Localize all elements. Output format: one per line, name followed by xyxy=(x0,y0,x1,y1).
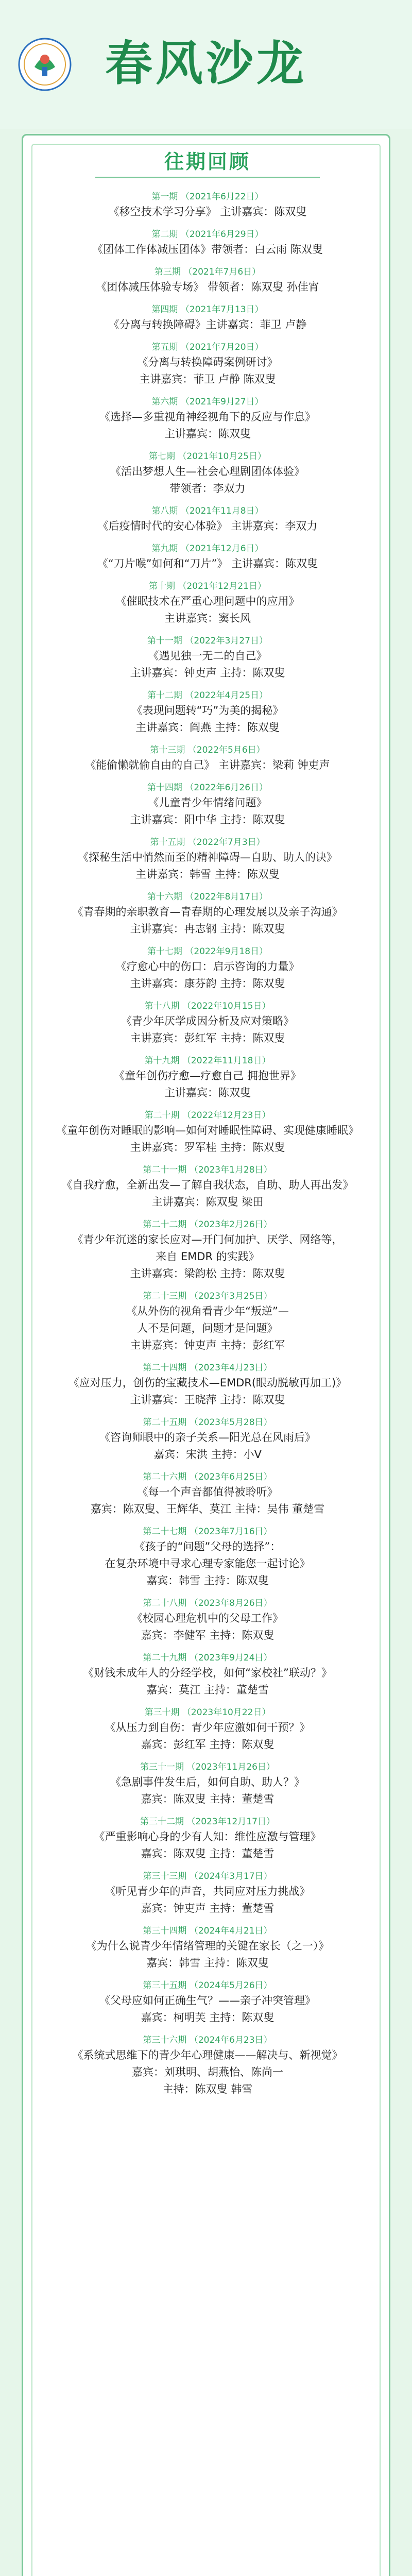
session-period: 第三十期 （2023年10月22日） xyxy=(144,1707,271,1718)
session-detail: 《从压力到自伤：青少年应激如何干预？》 xyxy=(105,1721,311,1734)
list-item xyxy=(23,887,392,942)
session-detail: 《团体减压体验专场》 带领者：陈双叟 孙佳宵 xyxy=(96,281,319,293)
session-detail: 嘉宾：陈双叟 主持：董楚雪 xyxy=(141,1848,274,1860)
session-period: 第三十四期 （2024年4月21日） xyxy=(143,1926,272,1936)
session-detail: 主讲嘉宾：罗军桂 主持：陈双叟 xyxy=(130,1141,285,1154)
session-detail: 主讲嘉宾：陈双叟 xyxy=(164,1087,251,1099)
session-detail: 《咨询师眼中的亲子关系—阳光总在风雨后》 xyxy=(99,1431,316,1444)
list-item xyxy=(23,1594,392,1648)
session-detail: 《为什么说青少年情绪管理的关键在家长（之一）》 xyxy=(85,1940,330,1952)
session-detail: 嘉宾：韩雪 主持：陈双叟 xyxy=(146,1957,269,1969)
session-detail: 《后疫情时代的安心体验》 主讲嘉宾：李双力 xyxy=(97,520,318,532)
session-detail: 嘉宾：彭红军 主持：陈双叟 xyxy=(141,1738,274,1751)
list-item xyxy=(23,1812,392,1867)
session-period: 第十一期 （2022年3月27日） xyxy=(147,636,268,646)
session-detail: 主讲嘉宾：钟吏声 主持：陈双叟 xyxy=(130,667,285,679)
session-detail: 《分离与转换障碍》主讲嘉宾：菲卫 卢静 xyxy=(108,318,307,331)
list-item xyxy=(23,187,392,225)
session-detail: 主讲嘉宾：菲卫 卢静 陈双叟 xyxy=(139,373,276,385)
session-detail: 《急剧事件发生后，如何自助、助人？》 xyxy=(110,1776,305,1788)
session-detail: 《“刀片喉”如何和“刀片”》 主讲嘉宾：陈双叟 xyxy=(97,557,318,570)
session-period: 第三十六期 （2024年6月23日） xyxy=(143,2035,272,2045)
session-period: 第二十期 （2022年12月23日） xyxy=(144,1110,271,1121)
list-item xyxy=(23,501,392,539)
list-item xyxy=(23,1867,392,1921)
session-period: 第二期 （2021年6月29日） xyxy=(151,229,264,240)
session-period: 第十六期 （2022年8月17日） xyxy=(147,892,268,902)
session-detail: 《严重影响心身的少有人知：维性应激与管理》 xyxy=(94,1831,321,1843)
session-detail: 《活出梦想人生—社会心理剧团体体验》 xyxy=(110,465,305,478)
session-detail: 《探秘生活中悄然而至的精神障碍—自助、助人的诀》 xyxy=(78,851,337,863)
list-item xyxy=(23,300,392,337)
session-detail: 《童年创伤疗愈—疗愈自己 拥抱世界》 xyxy=(114,1070,301,1082)
session-period: 第一期 （2021年6月22日） xyxy=(151,192,264,202)
session-period: 第二十二期 （2023年2月26日） xyxy=(143,1219,272,1230)
session-detail: 主讲嘉宾：窦长风 xyxy=(164,612,251,624)
session-detail: 《童年创伤对睡眠的影响—如何对睡眠性障碍、实现健康睡眠》 xyxy=(56,1124,359,1137)
session-detail: 嘉宾：宋洪 主持：小V xyxy=(153,1448,262,1461)
archive-board xyxy=(22,134,390,2576)
archive-list xyxy=(23,187,392,2102)
list-item xyxy=(23,1358,392,1413)
session-period: 第二十一期 （2023年1月28日） xyxy=(143,1165,272,1175)
session-detail: 《青春期的亲职教育—青春期的心理发展以及亲子沟通》 xyxy=(72,906,343,918)
list-item xyxy=(23,833,392,887)
list-item xyxy=(23,1757,392,1812)
session-detail: 《青少年厌学成因分析及应对策略》 xyxy=(121,1015,294,1027)
session-period: 第二十八期 （2023年8月26日） xyxy=(143,1598,272,1608)
session-detail: 《系统式思维下的青少年心理健康——解决与、新视觉》 xyxy=(72,2049,343,2061)
session-detail: 主讲嘉宾：王晓萍 主持：陈双叟 xyxy=(130,1394,285,1406)
session-period: 第十期 （2021年12月21日） xyxy=(149,581,266,591)
session-detail: 主讲嘉宾：韩雪 主持：陈双叟 xyxy=(135,868,280,880)
session-detail: 嘉宾：韩雪 主持：陈双叟 xyxy=(146,1574,269,1587)
session-detail: 主讲嘉宾：阎燕 主持：陈双叟 xyxy=(135,721,280,734)
session-period: 第七期 （2021年10月25日） xyxy=(149,451,266,462)
session-detail: 主讲嘉宾：阳中华 主持：陈双叟 xyxy=(130,814,285,826)
list-item xyxy=(23,577,392,631)
list-item xyxy=(23,392,392,447)
session-period: 第十四期 （2022年6月26日） xyxy=(147,783,268,793)
list-item xyxy=(23,1703,392,1757)
list-item xyxy=(23,1467,392,1522)
session-detail: 《每一个声音都值得被聆听》 xyxy=(137,1486,278,1498)
session-period: 第八期 （2021年11月8日） xyxy=(151,506,264,516)
session-detail: 《应对压力，创伤的宝藏技术—EMDR(眼动脱敏再加工)》 xyxy=(68,1377,347,1389)
list-item xyxy=(23,337,392,392)
session-detail: 嘉宾：莫江 主持：董楚雪 xyxy=(146,1684,269,1696)
session-period: 第九期 （2021年12月6日） xyxy=(151,544,264,554)
session-period: 第二十四期 （2023年4月23日） xyxy=(143,1363,272,1373)
session-period: 第三十一期 （2023年11月26日） xyxy=(140,1762,275,1772)
session-detail: 主讲嘉宾：钟吏声 主持：彭红军 xyxy=(130,1339,285,1351)
session-period: 第二十五期 （2023年5月28日） xyxy=(143,1417,272,1428)
list-item xyxy=(23,631,392,686)
session-detail: 《选择—多重视角神经视角下的反应与作息》 xyxy=(99,411,316,423)
session-detail: 《移空技术学习分享》 主讲嘉宾：陈双叟 xyxy=(108,206,307,218)
session-detail: 《财钱未成年人的分经学校，如何“家校社”联动？》 xyxy=(83,1667,332,1679)
session-detail: 人不是问题，问题才是问题》 xyxy=(137,1322,278,1334)
list-item xyxy=(23,2030,392,2102)
page-title: 春风沙龙 xyxy=(105,36,307,91)
list-item xyxy=(23,1286,392,1358)
session-detail: 《遇见独一无二的自己》 xyxy=(148,650,267,662)
list-item xyxy=(23,225,392,262)
session-period: 第二十三期 （2023年3月25日） xyxy=(143,1291,272,1301)
list-item xyxy=(23,539,392,577)
list-item xyxy=(23,1522,392,1594)
session-detail: 《分离与转换障碍案例研讨》 xyxy=(137,356,278,368)
session-detail: 主讲嘉宾：陈双叟 xyxy=(164,428,251,440)
list-item xyxy=(23,740,392,778)
session-period: 第四期 （2021年7月13日） xyxy=(151,304,264,315)
list-item xyxy=(23,1976,392,2030)
session-period: 第三十三期 （2024年3月17日） xyxy=(143,1871,272,1882)
session-detail: 主讲嘉宾：陈双叟 梁田 xyxy=(151,1196,264,1208)
session-period: 第二十九期 （2023年9月24日） xyxy=(143,1653,272,1663)
list-item xyxy=(23,1051,392,1106)
list-item xyxy=(23,1413,392,1467)
session-detail: 《自我疗愈，全新出发—了解自我状态，自助、助人再出发》 xyxy=(61,1179,354,1191)
session-detail: 主讲嘉宾：冉志钢 主持：陈双叟 xyxy=(130,923,285,935)
session-period: 第六期 （2021年9月27日） xyxy=(151,397,264,407)
list-item xyxy=(23,1160,392,1215)
session-detail: 带领者：李双力 xyxy=(169,482,246,495)
title-divider xyxy=(95,177,320,178)
archive-title: 往期回顾 xyxy=(164,150,251,173)
list-item xyxy=(23,1106,392,1160)
session-detail: 在复杂环境中寻求心理专家能您一起讨论》 xyxy=(105,1557,311,1570)
session-period: 第三十五期 （2024年5月26日） xyxy=(143,1980,272,1991)
session-detail: 来自 EMDR 的实践》 xyxy=(156,1250,260,1263)
session-detail: 嘉宾：刘琪明、胡燕怡、陈尚一 xyxy=(132,2066,283,2078)
list-item xyxy=(23,996,392,1051)
session-detail: 主持：陈双叟 韩雪 xyxy=(162,2083,253,2095)
session-detail: 《疗愈心中的伤口：启示咨询的力量》 xyxy=(115,960,300,973)
session-period: 第十五期 （2022年7月3日） xyxy=(150,837,265,848)
list-item xyxy=(23,778,392,833)
session-period: 第二十七期 （2023年7月16日） xyxy=(143,1527,272,1537)
session-period: 第十八期 （2022年10月15日） xyxy=(144,1001,271,1011)
session-detail: 《从外伤的视角看青少年“叛逆”— xyxy=(126,1305,289,1317)
session-detail: 嘉宾：李健军 主持：陈双叟 xyxy=(141,1629,274,1641)
session-period: 第三十二期 （2023年12月17日） xyxy=(140,1817,275,1827)
session-detail: 《校园心理危机中的父母工作》 xyxy=(132,1612,283,1624)
session-period: 第五期 （2021年7月20日） xyxy=(151,342,264,352)
session-detail: 《儿童青少年情绪问题》 xyxy=(148,796,267,809)
session-period: 第十七期 （2022年9月18日） xyxy=(147,946,268,957)
session-detail: 主讲嘉宾：康芬韵 主持：陈双叟 xyxy=(130,977,285,990)
session-detail: 嘉宾：钟吏声 主持：董楚雪 xyxy=(141,1902,274,1914)
list-item xyxy=(23,1648,392,1703)
session-detail: 《催眠技术在严重心理问题中的应用》 xyxy=(115,595,300,607)
session-detail: 嘉宾：陈双叟、王辉华、莫江 主持：吴伟 董楚雪 xyxy=(90,1503,325,1515)
session-period: 第十二期 （2022年4月25日） xyxy=(147,690,268,701)
list-item xyxy=(23,942,392,996)
session-detail: 《孩子的“问题”父母的选择”： xyxy=(134,1540,281,1553)
session-detail: 《团体工作体减压团体》带领者：白云雨 陈双叟 xyxy=(92,243,323,256)
session-detail: 《能偷懒就偷自由的自己》 主讲嘉宾：梁莉 钟吏声 xyxy=(85,759,330,771)
session-detail: 主讲嘉宾：彭红军 主持：陈双叟 xyxy=(130,1032,285,1044)
session-detail: 《表现问题转“巧”为美的揭秘》 xyxy=(131,704,284,717)
list-item xyxy=(23,686,392,740)
session-detail: 主讲嘉宾：梁韵松 主持：陈双叟 xyxy=(130,1267,285,1280)
list-item xyxy=(23,447,392,501)
session-period: 第十九期 （2022年11月18日） xyxy=(144,1056,271,1066)
session-detail: 《青少年沉迷的家长应对—开门何加护、厌学、网络等， xyxy=(72,1233,343,1246)
session-period: 第十三期 （2022年5月6日） xyxy=(150,745,265,755)
session-detail: 《父母应如何正确生气？——亲子冲突管理》 xyxy=(99,1994,316,2007)
session-detail: 《听见青少年的声音，共同应对压力挑战》 xyxy=(105,1885,311,1897)
session-period: 第三期 （2021年7月6日） xyxy=(154,267,261,277)
list-item xyxy=(23,262,392,300)
session-detail: 嘉宾：陈双叟 主持：董楚雪 xyxy=(141,1793,274,1805)
session-detail: 嘉宾：柯明芙 主持：陈双叟 xyxy=(141,2011,274,2024)
list-item xyxy=(23,1921,392,1976)
session-period: 第二十六期 （2023年6月25日） xyxy=(143,1472,272,1482)
list-item xyxy=(23,1215,392,1286)
